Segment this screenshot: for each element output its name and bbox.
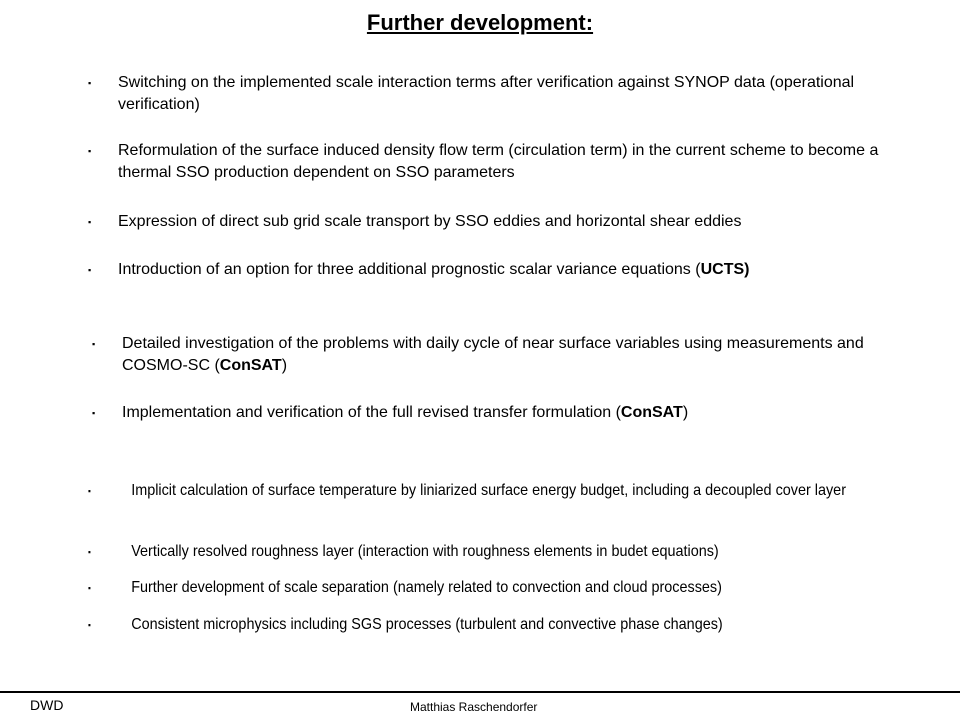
bullet-item (88, 577, 916, 599)
project-acronym: ConSAT (219, 357, 282, 374)
bullet-item (88, 541, 916, 563)
bullet-text: Introduction of an option for three additional prognostic scalar variance equations (UCTS) (118, 261, 750, 278)
footer-author: Matthias Raschendorfer (410, 700, 538, 714)
bullet-text: Reformulation of the surface induced density flow term (circulation term) in the current scheme to become a thermal SSO production dependent on SSO parameters (118, 142, 879, 181)
footer-divider (0, 691, 960, 693)
bullet-item (88, 72, 918, 116)
bullet-icon: ▪ (88, 486, 91, 496)
bullet-icon: ▪ (88, 217, 92, 227)
bullet-icon: ▪ (88, 547, 91, 557)
bullet-group-future (88, 480, 918, 636)
bullet-icon: ▪ (88, 78, 92, 88)
bullet-text: Switching on the implemented scale interaction terms after verification against SYNOP data (operational verification) (118, 74, 855, 113)
bullet-item (92, 333, 912, 377)
bullet-text: Vertically resolved roughness layer (interaction with roughness elements in budet equations) (131, 543, 719, 560)
bullet-item (88, 140, 918, 184)
bullet-text: Implementation and verification of the full revised transfer formulation (ConSAT) (122, 404, 689, 421)
project-acronym: ConSAT (620, 404, 683, 421)
project-acronym: UCTS) (700, 261, 750, 278)
bullet-icon: ▪ (92, 339, 96, 349)
bullet-item (88, 211, 918, 233)
slide-title: Further development: (366, 10, 594, 35)
bullet-text: Expression of direct sub grid scale transport by SSO eddies and horizontal shear eddies (118, 213, 742, 230)
bullet-icon: ▪ (88, 583, 91, 593)
bullet-group-consat (92, 333, 912, 424)
bullet-item (88, 480, 916, 524)
bullet-text: Further development of scale separation (namely related to convection and cloud processes) (131, 579, 722, 596)
bullet-icon: ▪ (88, 146, 92, 156)
bullet-item (88, 259, 918, 281)
bullet-group-planned (88, 72, 918, 281)
bullet-text: Consistent microphysics including SGS processes (turbulent and convective phase changes) (131, 616, 723, 633)
footer-organization: DWD (30, 697, 64, 713)
bullet-text: Implicit calculation of surface temperature by liniarized surface energy budget, including a decoupled cover layer (131, 482, 846, 499)
bullet-item (92, 402, 912, 424)
bullet-icon: ▪ (92, 408, 96, 418)
bullet-icon: ▪ (88, 620, 91, 630)
bullet-text: Detailed investigation of the problems with daily cycle of near surface variables using measurements and COSMO-SC (ConSAT) (122, 335, 864, 374)
bullet-icon: ▪ (88, 265, 92, 275)
bullet-item (88, 614, 916, 636)
